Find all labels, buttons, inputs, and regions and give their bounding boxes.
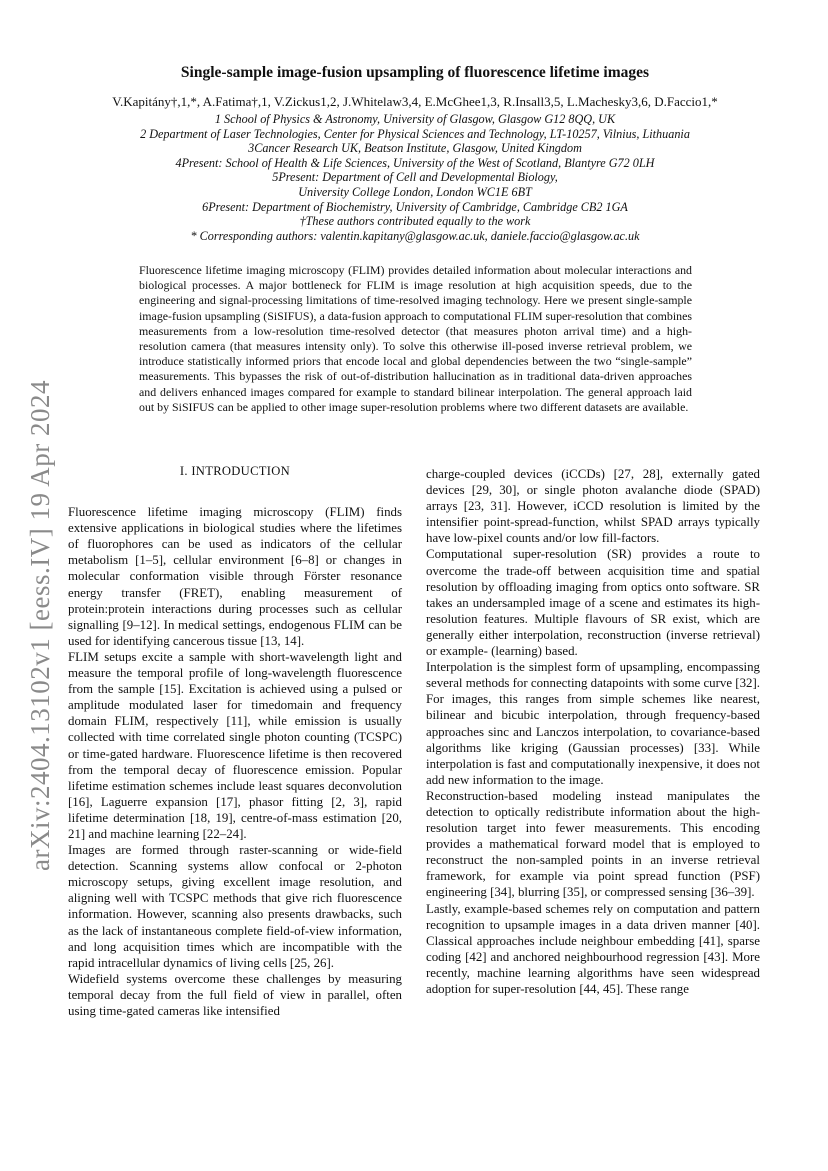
right-column — [426, 466, 760, 997]
paragraph: Images are formed through raster-scanning or wide-field detection. Scanning systems allow confocal or 2-photon microscopy setups, giving excellent image resolution, and aligning well with TCSPC methods that give rich fluorescence information. However, scanning also presents drawbacks, such as the lack of instantaneous complete field-of-view information, and long acquisition times which are incompatible with the rapid intracellular dynamics of living cells [25, 26]. — [68, 843, 402, 970]
paragraph: Reconstruction-based modeling instead manipulates the detection to optically redistribute information about the high-resolution target into fewer measurements. This encoding provides a mathematical forward model that is employed to reconstruct the non-sampled points in an inverse retrieval framework, for example via point spread function (PSF) engineering [34], blurring [35], or compressed sensing [36–39]. — [426, 788, 760, 900]
paragraph: Computational super-resolution (SR) provides a route to overcome the trade-off between acquisition time and spatial resolution by offloading imaging from optics onto software. SR takes an undersampled image of a scene and estimates its high-resolution features. Multiple flavours of SR exist, which are generally either interpolation, reconstruction (inverse retrieval) or example- (learning) based. — [426, 547, 760, 659]
affiliation-6: 6Present: Department of Biochemistry, University of Cambridge, Cambridge CB2 1GA — [202, 199, 628, 214]
corresponding-authors: * Corresponding authors: valentin.kapitany@glasgow.ac.uk, daniele.faccio@glasgow.ac.uk — [190, 228, 640, 243]
paper-header — [70, 64, 760, 243]
affiliation-4: 4Present: School of Health & Life Sciences, University of the West of Scotland, Blantyre G72 0LH — [175, 155, 655, 170]
paper-title: Single-sample image-fusion upsampling of fluorescence lifetime images — [180, 64, 650, 81]
abstract: Fluorescence lifetime imaging microscopy (FLIM) provides detailed information about molecular interactions and biological processes. A major bottleneck for FLIM is image resolution at high acquisition speeds, due to the engineering and signal-processing limitations of time-resolved imaging technology. Here we present single-sample image-fusion upsampling (SiSIFUS), a data-fusion approach to computational FLIM super-resolution that combines measurements from a low-resolution time-resolved detector (that measures photon arrival time) and a high-resolution camera (that measures intensity only). To solve this otherwise ill-posed inverse retrieval problem, we introduce statistically informed priors that encode local and global dependencies between the two “single-sample” measurements. This bypasses the risk of out-of-distribution hallucination as in traditional data-driven approaches and delivers enhanced images compared for example to standard bilinear interpolation. The general approach laid out by SiSIFUS can be applied to other image super-resolution problems where two different datasets are available. — [139, 263, 692, 414]
paragraph: Lastly, example-based schemes rely on computation and pattern recognition to upsample images in a data driven manner [40]. Classical approaches include neighbour embedding [41], sparse coding [42] and anchored neighbourhood regression [43]. More recently, machine learning algorithms have seen widespread adoption for super-resolution [44, 45]. These range — [426, 901, 760, 996]
affiliation-2: 2 Department of Laser Technologies, Center for Physical Sciences and Technology, LT-10257, Vilnius, Lithuania — [140, 126, 690, 141]
affiliation-1: 1 School of Physics & Astronomy, University of Glasgow, Glasgow G12 8QQ, UK — [214, 112, 616, 126]
paragraph: Fluorescence lifetime imaging microscopy (FLIM) finds extensive applications in biological studies where the lifetimes of fluorophores can be used as indicators of the cellular metabolism [1–5], cellular environment [6–8] or changes in molecular conformation visible through Förster resonance energy transfer (FRET), enabling measurement of protein:protein interactions during processes such as cellular signalling [9–12]. In medical settings, endogenous FLIM can be used for identifying cancerous tissue [13, 14]. — [68, 505, 402, 648]
section-heading-introduction: I. INTRODUCTION — [179, 464, 291, 478]
arxiv-stamp — [20, 360, 60, 890]
paragraph: Widefield systems overcome these challenges by measuring temporal decay from the full field of view in parallel, often using time-gated cameras like intensified — [68, 971, 402, 1018]
author-list: V.Kapitány†,1,*, A.Fatima†,1, V.Zickus1,2, J.Whitelaw3,4, E.McGhee1,3, R.Insall3,5, L.Machesky3,6, D.Faccio1,* — [112, 94, 718, 109]
paragraph: FLIM setups excite a sample with short-wavelength light and measure the temporal profile of long-wavelength fluorescence from the sample [15]. Excitation is achieved using a pulsed or amplitude modulated laser for timedomain and frequency domain FLIM, respectively [11], while emission is usually collected with time correlated single photon counting (TCSPC) or time-gated hardware. Fluorescence lifetime is then recovered from the temporal decay of fluorescence emission. Popular lifetime estimation schemes include least squares deconvolution [16], Laguerre expansion [17], phasor fitting [2, 3], rapid lifetime determination [18, 19], centre-of-mass estimation [20, 21] and machine learning [22–24]. — [68, 649, 402, 841]
affiliation-3: 3Cancer Research UK, Beatson Institute, Glasgow, United Kingdom — [248, 141, 582, 156]
affiliation-5-cont: University College London, London WC1E 6BT — [298, 184, 532, 199]
equal-contribution-note: †These authors contributed equally to the work — [299, 214, 531, 229]
paragraph: charge-coupled devices (iCCDs) [27, 28], externally gated devices [29, 30], or single photon avalanche diode (SPAD) arrays [23, 31]. However, iCCD resolution is limited by the intensifier point-spread-function, whilst SPAD arrays typically have low-pixel counts and/or low fill-factors. — [426, 467, 760, 546]
affiliation-5: 5Present: Department of Cell and Developmental Biology, — [272, 170, 558, 185]
arxiv-identifier: arXiv:2404.13102v1 [eess.IV] 19 Apr 2024 — [24, 379, 55, 871]
left-column — [68, 463, 402, 1019]
paragraph: Interpolation is the simplest form of upsampling, encompassing several methods for connecting datapoints with some curve [32]. For images, this ranges from simple schemes like nearest, bilinear and bicubic interpolation, through frequency-based approaches sinc and Lanczos interpolation, to covariance-based algorithms like kriging (Gaussian processes) [33]. While interpolation is fast and computationally inexpensive, it does not add new information to the image. — [426, 660, 760, 787]
